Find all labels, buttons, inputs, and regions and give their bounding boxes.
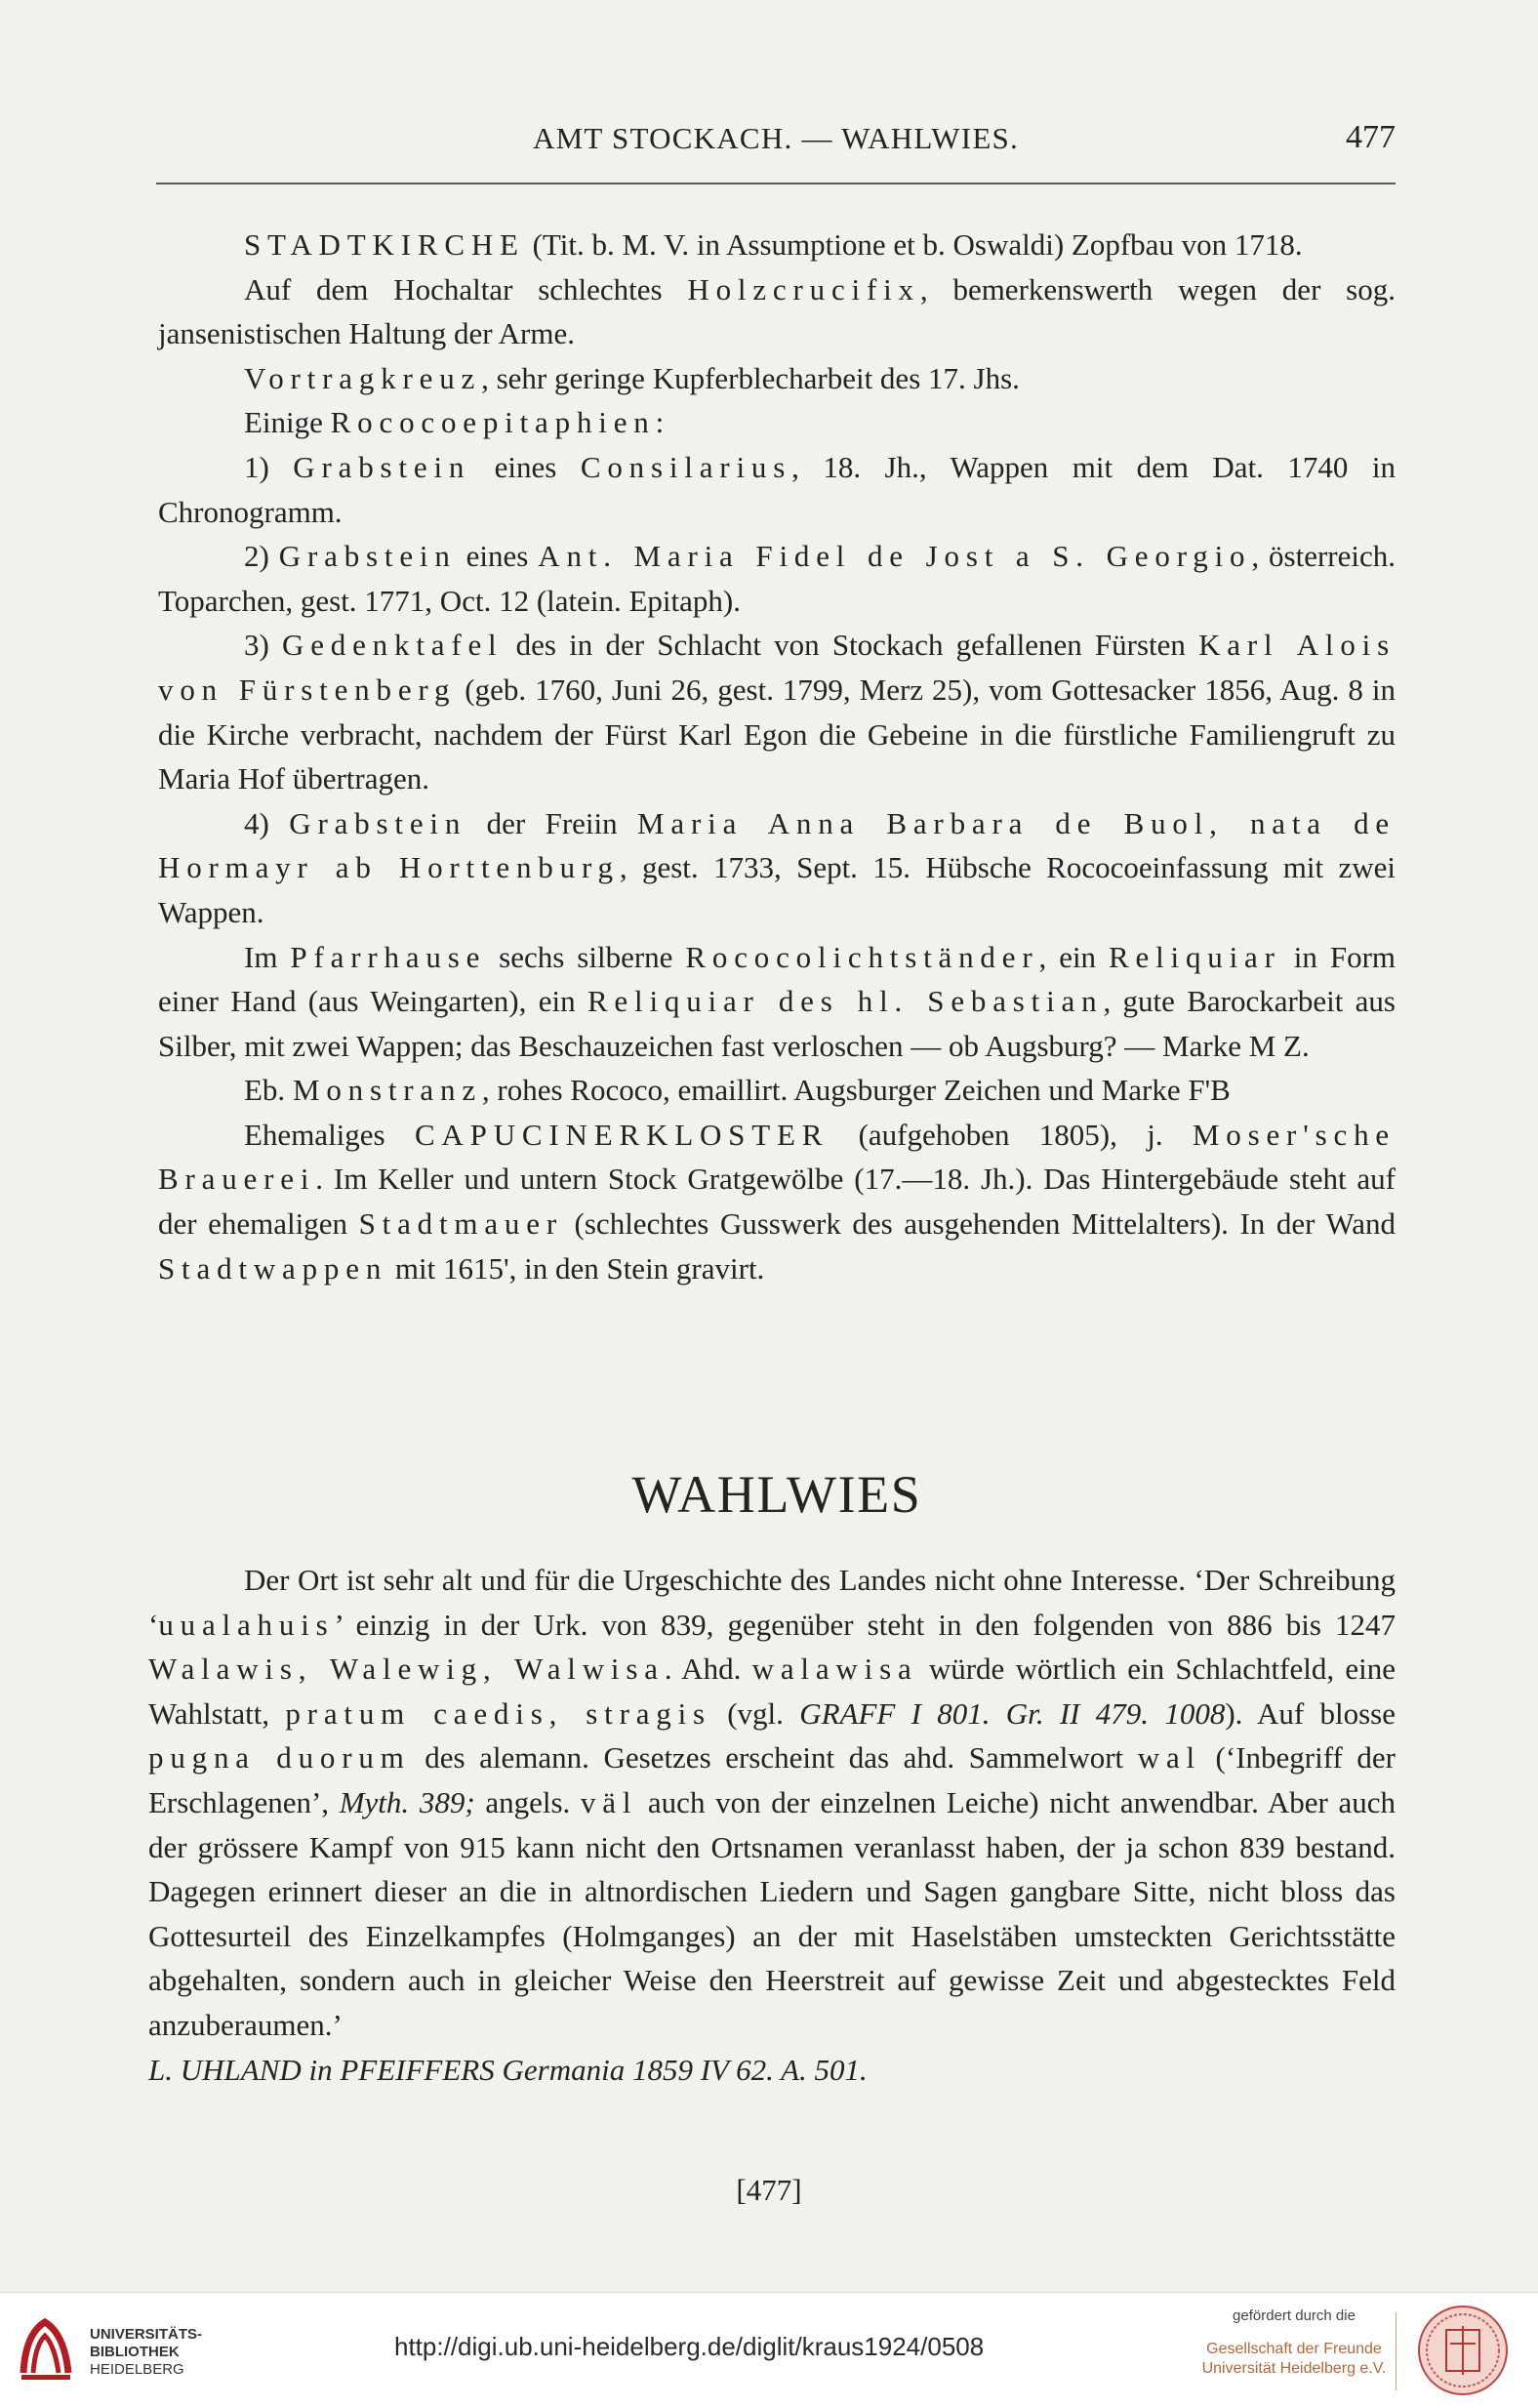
text-segment: Auf dem Hochaltar schlechtes xyxy=(244,271,688,306)
paragraph xyxy=(158,445,1396,534)
sponsor-credit xyxy=(1196,2306,1392,2379)
emphasized-text: Monstranz xyxy=(292,1073,482,1108)
text-segment: auch von der einzelnen Leiche) nicht anwendbar. Aber auch der grössere Kampf von 915 kann nicht den Ortsnamen veranlasst haben, der ja schon 839 bestand. Dagegen erinnert dieser an die in altnordischen Liedern und Sagen gangbare Sitte, nicht bloss das Gottesurteil des Einzelkampfes (Holmganges) an der mit Haselstäben umsteckten Gerichtsstätte abgehalten, sondern auch in gleicher Weise den Heerstreit auf gewisse Zeit und abgestecktes Feld anzuberaumen.’ xyxy=(148,1784,1396,2042)
running-head xyxy=(156,115,1396,164)
emphasized-text: Maria Anna Barbara de Buol, nata de Hormayr ab Horttenburg xyxy=(158,805,1396,885)
emphasized-text: Reliquiar xyxy=(1109,939,1281,974)
emphasized-text: Pfarrhause xyxy=(290,939,487,974)
text-segment: 2) xyxy=(244,539,279,574)
text-segment: , 18. Jh., Wappen mit dem Dat. 1740 in Chronogramm. xyxy=(158,449,1396,529)
text-segment: mit 1615', in den Stein gravirt. xyxy=(387,1250,765,1286)
emphasized-text: Karl Alois von Fürstenberg xyxy=(158,628,1396,707)
text-segment: Der Ort ist sehr alt und für die Urgeschichte des Landes nicht ohne Interesse. ‘Der Schreibung ‘ xyxy=(148,1563,1396,1642)
emphasized-text: väl xyxy=(580,1784,638,1819)
permalink-url[interactable]: http://digi.ub.uni-heidelberg.de/diglit/kraus1924/0508 xyxy=(394,2332,985,2361)
running-head-title: AMT STOCKACH. — WAHLWIES. xyxy=(532,121,1020,155)
emphasized-text: Walawis, Walewig, Walwisa xyxy=(148,1652,665,1687)
emphasized-text: Reliquiar des hl. Sebastian xyxy=(587,984,1104,1019)
paragraph xyxy=(158,400,1396,445)
emphasized-text: Consilarius xyxy=(580,449,792,484)
emphasized-text: Ant. Maria Fidel de Jost a S. Georgio xyxy=(538,539,1252,574)
text-segment: Im xyxy=(244,939,291,974)
text-segment: Einige xyxy=(244,405,331,440)
text-segment: (aufgehoben 1805), j. xyxy=(829,1117,1193,1152)
emphasized-text: Grabstein xyxy=(293,449,471,484)
emphasized-text: Myth. 389; xyxy=(339,1784,475,1819)
text-segment: , sehr geringe Kupferblecharbeit des 17. Jhs. xyxy=(481,360,1020,395)
library-name-line-3: HEIDELBERG xyxy=(90,2361,184,2378)
text-segment: , bemerkenswerth wegen der sog. jansenistischen Haltung der Arme. xyxy=(158,271,1396,351)
text-segment: . Ahd. xyxy=(664,1652,752,1687)
text-segment: sechs silberne xyxy=(486,939,686,974)
text-segment: in Form einer Hand (aus Weingarten), ein xyxy=(158,939,1396,1019)
sponsor-by: gefördert durch die xyxy=(1233,2307,1356,2324)
text-segment: Eb. xyxy=(244,1073,293,1108)
text-segment: angels. xyxy=(474,1784,581,1819)
emphasized-text: walawisa xyxy=(751,1652,918,1687)
emphasized-text: pratum caedis, stragis xyxy=(285,1695,711,1731)
text-segment: (vgl. xyxy=(710,1695,800,1731)
text-segment: Ehemaliges xyxy=(244,1117,415,1152)
section-body xyxy=(148,1558,1396,2092)
emphasized-text: uualahuis xyxy=(158,1607,335,1642)
paragraph xyxy=(158,1113,1396,1290)
paragraph xyxy=(158,534,1396,623)
footer-page-number: [477] xyxy=(736,2173,802,2207)
emphasized-text: Moser'sche Brauerei xyxy=(158,1117,1396,1197)
emphasized-text: Stadtwappen xyxy=(158,1250,388,1286)
paragraph xyxy=(158,267,1396,356)
text-segment: , gest. 1733, Sept. 15. Hübsche Rococoeinfassung mit zwei Wappen. xyxy=(158,850,1396,929)
emphasized-text: STADTKIRCHE xyxy=(244,227,525,262)
emphasized-text: Holzcrucifix xyxy=(687,271,920,306)
text-segment: 4) xyxy=(244,805,290,840)
text-segment: (schlechtes Gusswerk des ausgehenden Mittelalters). In der Wand xyxy=(562,1206,1396,1242)
text-segment: des in der Schlacht von Stockach gefallenen Fürsten xyxy=(503,628,1199,663)
section-paragraph xyxy=(148,1558,1396,2048)
emphasized-text: Stadtmauer xyxy=(358,1206,563,1242)
text-segment: . Im Keller und untern Stock Gratgewölbe (17.—18. Jh.). Das Hintergebäude steht auf der ehemaligen xyxy=(158,1162,1396,1242)
emphasized-text: Grabstein xyxy=(278,539,457,574)
text-segment: 1) xyxy=(244,449,294,484)
text-segment: 3) xyxy=(244,628,282,663)
paragraph xyxy=(158,356,1396,401)
text-segment: , gute Barockarbeit aus Silber, mit zwei Wappen; das Beschauzeichen fast verloschen — ob Augsburg? — Marke M Z. xyxy=(158,984,1396,1063)
emphasized-text: Vortragkreuz xyxy=(244,360,482,395)
page-body xyxy=(158,223,1396,1290)
university-library-logo-icon xyxy=(16,2314,76,2387)
emphasized-text: GRAFF I 801. Gr. II 479. 1008 xyxy=(799,1695,1226,1731)
text-segment: , österreich. Toparchen, gest. 1771, Oct. 12 (latein. Epitaph). xyxy=(158,539,1396,618)
text-segment: ’ einzig in der Urk. von 839, gegenüber steht in den folgenden von 886 bis 1247 xyxy=(334,1607,1396,1642)
text-segment: würde wörtlich ein Schlachtfeld, eine Wahlstatt, xyxy=(148,1652,1396,1731)
library-name xyxy=(90,2326,202,2379)
paragraph xyxy=(158,801,1396,935)
paragraph xyxy=(158,623,1396,800)
emphasized-text: CAPUCINERKLOSTER xyxy=(414,1117,830,1152)
library-name-line-2: BIBLIOTHEK xyxy=(90,2344,180,2360)
viewer-footer xyxy=(0,2292,1538,2408)
paragraph xyxy=(158,1068,1396,1113)
university-seal-icon xyxy=(1417,2305,1509,2396)
text-segment: ). Auf blosse xyxy=(1225,1695,1396,1731)
emphasized-text: Rococolichtständer xyxy=(685,939,1039,974)
page-number: 477 xyxy=(1346,119,1396,155)
citation: L. UHLAND in PFEIFFERS Germania 1859 IV 62. A. 501. xyxy=(148,2052,868,2087)
text-segment: , ein xyxy=(1038,939,1110,974)
emphasized-text: Grabstein xyxy=(289,805,467,840)
text-segment: (geb. 1760, Juni 26, gest. 1799, Merz 25), vom Gottesacker 1856, Aug. 8 in die Kirche verbracht, nachdem der Fürst Karl Egon die Gebeine in die fürstliche Familiengruft zu Maria Hof übertragen. xyxy=(158,672,1396,796)
emphasized-text: pugna duorum xyxy=(148,1740,411,1775)
text-segment: : xyxy=(655,405,665,440)
text-segment: (‘Inbegriff der Erschlagenen’, xyxy=(148,1740,1396,1819)
emphasized-text: Rococoepitaphien xyxy=(330,405,656,440)
header-rule xyxy=(156,183,1396,184)
text-segment: eines xyxy=(470,449,581,484)
paragraph xyxy=(158,935,1396,1069)
text-segment: eines xyxy=(456,539,539,574)
sponsor-line-1: Gesellschaft der Freunde xyxy=(1206,2341,1382,2357)
section-title: WAHLWIES xyxy=(631,1465,922,1524)
paragraph xyxy=(158,223,1396,267)
emphasized-text: Gedenktafel xyxy=(282,628,504,663)
text-segment: (Tit. b. M. V. in Assumptione et b. Oswaldi) Zopfbau von 1718. xyxy=(524,227,1303,262)
text-segment: , rohes Rococo, emaillirt. Augsburger Zeichen und Marke F'B xyxy=(481,1073,1231,1108)
text-segment: der Freiin xyxy=(466,805,638,840)
library-name-line-1: UNIVERSITÄTS- xyxy=(90,2326,203,2343)
text-segment: des alemann. Gesetzes erscheint das ahd. Sammelwort xyxy=(410,1740,1138,1775)
sponsor-line-2: Universität Heidelberg e.V. xyxy=(1201,2360,1387,2377)
emphasized-text: wal xyxy=(1137,1740,1201,1775)
